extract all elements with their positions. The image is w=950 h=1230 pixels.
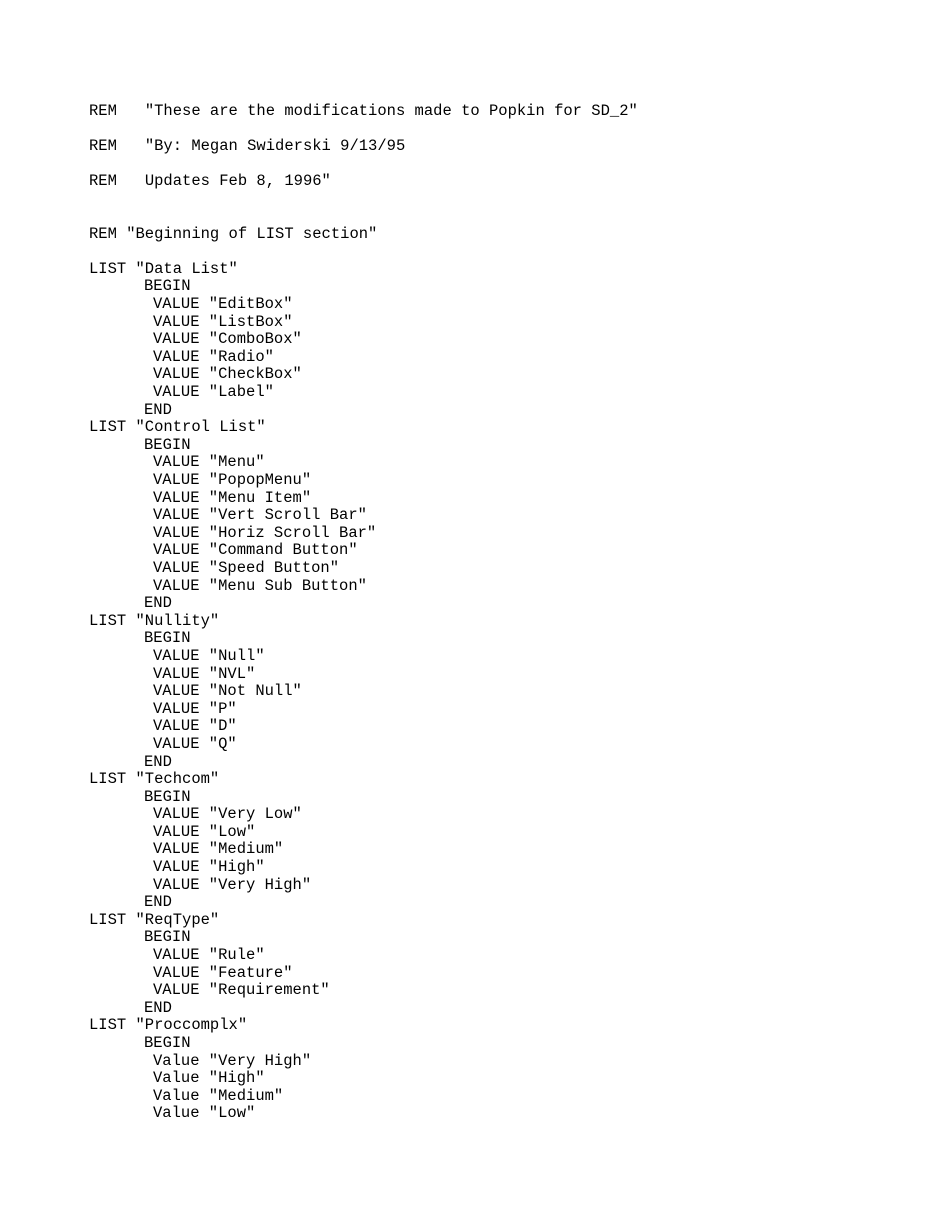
list-header: LIST "Data List" <box>89 259 238 278</box>
remark-text: "By: Megan Swiderski 9/13/95 <box>144 137 406 156</box>
list-value: VALUE "ListBox" <box>153 312 293 331</box>
list-value: VALUE "High" <box>153 858 265 877</box>
list-value: VALUE "Low" <box>153 822 256 841</box>
list-value: VALUE "Label" <box>153 383 274 402</box>
remark-keyword: REM <box>89 172 117 191</box>
list-value: VALUE "Medium" <box>153 840 284 859</box>
list-block <box>89 613 909 771</box>
list-block <box>89 419 909 613</box>
list-value: Value "Low" <box>153 1104 256 1123</box>
remark-line <box>89 138 909 156</box>
list-value: Value "High" <box>153 1069 265 1088</box>
list-value: VALUE "PopopMenu" <box>153 471 312 489</box>
list-begin: BEGIN <box>144 1034 191 1052</box>
list-begin: BEGIN <box>144 629 191 648</box>
list-value: VALUE "Null" <box>153 646 265 665</box>
list-header: LIST "Proccomplx" <box>89 1016 248 1035</box>
list-value: VALUE "Horiz Scroll Bar" <box>153 523 377 542</box>
remark-line <box>89 173 909 191</box>
list-value: VALUE "Menu Sub Button" <box>153 576 367 595</box>
list-value: VALUE "Radio" <box>153 347 274 366</box>
remark-keyword: REM <box>89 137 117 156</box>
list-end: END <box>144 594 172 613</box>
list-value: VALUE "Menu Item" <box>153 488 312 507</box>
list-value: VALUE "EditBox" <box>153 295 293 314</box>
list-value: VALUE "Not Null" <box>153 682 302 701</box>
list-value: VALUE "Feature" <box>153 963 293 982</box>
list-block <box>89 261 909 419</box>
list-value: VALUE "Rule" <box>153 946 265 965</box>
list-begin: BEGIN <box>144 435 191 454</box>
list-value: VALUE "ComboBox" <box>153 330 302 349</box>
list-value: VALUE "CheckBox" <box>153 365 302 384</box>
list-header: LIST "ReqType" <box>89 910 220 929</box>
script-listing <box>89 103 909 1123</box>
list-block <box>89 771 909 912</box>
list-value: VALUE "Very Low" <box>153 805 302 824</box>
list-end: END <box>144 998 172 1017</box>
list-value: Value "Medium" <box>153 1086 284 1105</box>
list-value: VALUE "Menu" <box>153 453 265 472</box>
list-end: END <box>144 752 172 771</box>
list-value: VALUE "Q" <box>153 734 237 753</box>
list-header: LIST "Control List" <box>89 418 266 437</box>
section-comment: REM "Beginning of LIST section" <box>89 224 378 243</box>
remark-text: Updates Feb 8, 1996" <box>144 172 331 191</box>
remark-text: "These are the modifications made to Popkin for SD_2" <box>144 102 638 120</box>
list-end: END <box>144 893 172 912</box>
lists-container <box>89 261 909 1123</box>
list-end: END <box>144 400 172 419</box>
list-value: Value "Very High" <box>153 1051 312 1070</box>
remark-line <box>89 103 909 121</box>
list-block <box>89 912 909 1018</box>
list-value: VALUE "Vert Scroll Bar" <box>153 506 367 525</box>
list-value: VALUE "Command Button" <box>153 541 358 560</box>
remark-keyword: REM <box>89 102 117 120</box>
list-value: VALUE "NVL" <box>153 664 256 683</box>
list-header: LIST "Nullity" <box>89 611 220 630</box>
list-begin: BEGIN <box>144 928 191 947</box>
list-begin: BEGIN <box>144 277 191 296</box>
list-header: LIST "Techcom" <box>89 770 220 789</box>
list-value: VALUE "D" <box>153 717 237 736</box>
list-begin: BEGIN <box>144 787 191 806</box>
list-value: VALUE "P" <box>153 699 237 718</box>
list-value: VALUE "Requirement" <box>153 981 330 1000</box>
list-value: VALUE "Very High" <box>153 875 312 894</box>
list-block <box>89 1017 909 1123</box>
list-value: VALUE "Speed Button" <box>153 558 340 577</box>
